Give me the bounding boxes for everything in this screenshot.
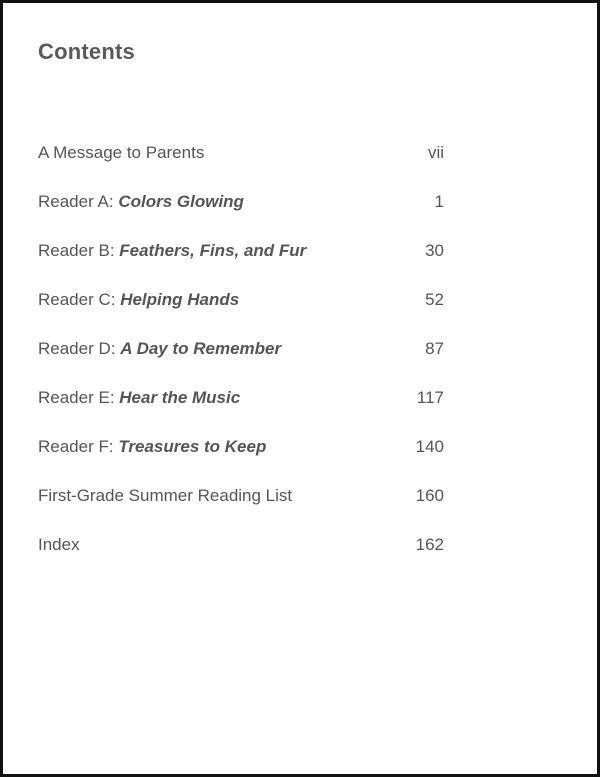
toc-entry-text: Reader A: — [38, 192, 119, 211]
toc-entry-text: Reader F: — [38, 437, 119, 456]
toc-entry-reader-a — [38, 190, 444, 239]
toc-entry-label — [38, 288, 239, 312]
toc-entry-reader-d — [38, 337, 444, 386]
toc-entry-message-to-parents — [38, 141, 444, 190]
toc-entry-summer-reading-list — [38, 484, 444, 533]
table-of-contents — [38, 141, 444, 582]
toc-entry-title: Colors Glowing — [118, 192, 244, 211]
toc-entry-text: Reader D: — [38, 339, 121, 358]
toc-entry-reader-f — [38, 435, 444, 484]
toc-entry-page: 52 — [425, 290, 444, 309]
toc-entry-page: 140 — [415, 437, 444, 456]
toc-entry-label — [38, 190, 244, 214]
toc-entry-page: vii — [427, 143, 444, 162]
toc-entry-text: Reader E: — [38, 388, 120, 407]
toc-entry-index — [38, 533, 444, 582]
toc-entry-label — [38, 239, 306, 263]
toc-entry-label — [38, 337, 281, 361]
toc-entry-label — [38, 533, 80, 557]
toc-entry-title: Helping Hands — [120, 290, 240, 309]
toc-entry-text: A Message to Parents — [38, 143, 205, 162]
toc-entry-label — [38, 386, 240, 410]
toc-entry-page: 162 — [415, 535, 444, 554]
toc-entry-label — [38, 484, 292, 508]
toc-entry-reader-b — [38, 239, 444, 288]
toc-entry-page: 1 — [434, 192, 444, 211]
toc-entry-label — [38, 435, 266, 459]
toc-entry-text: Reader B: — [38, 241, 120, 260]
toc-entry-text: Reader C: — [38, 290, 121, 309]
toc-entry-page: 117 — [416, 388, 444, 407]
toc-entry-page: 87 — [425, 339, 444, 358]
toc-entry-title: A Day to Remember — [120, 339, 282, 358]
toc-entry-title: Treasures to Keep — [118, 437, 267, 456]
toc-entry-page: 30 — [425, 241, 444, 260]
toc-entry-label — [38, 141, 204, 165]
toc-entry-text: Index — [38, 535, 80, 554]
toc-entry-page: 160 — [415, 486, 444, 505]
toc-entry-title: Feathers, Fins, and Fur — [119, 241, 307, 260]
toc-entry-text: First-Grade Summer Reading List — [38, 486, 293, 505]
page-title: Contents — [38, 39, 135, 64]
toc-entry-reader-e — [38, 386, 444, 435]
toc-entry-reader-c — [38, 288, 444, 337]
toc-entry-title: Hear the Music — [119, 388, 241, 407]
